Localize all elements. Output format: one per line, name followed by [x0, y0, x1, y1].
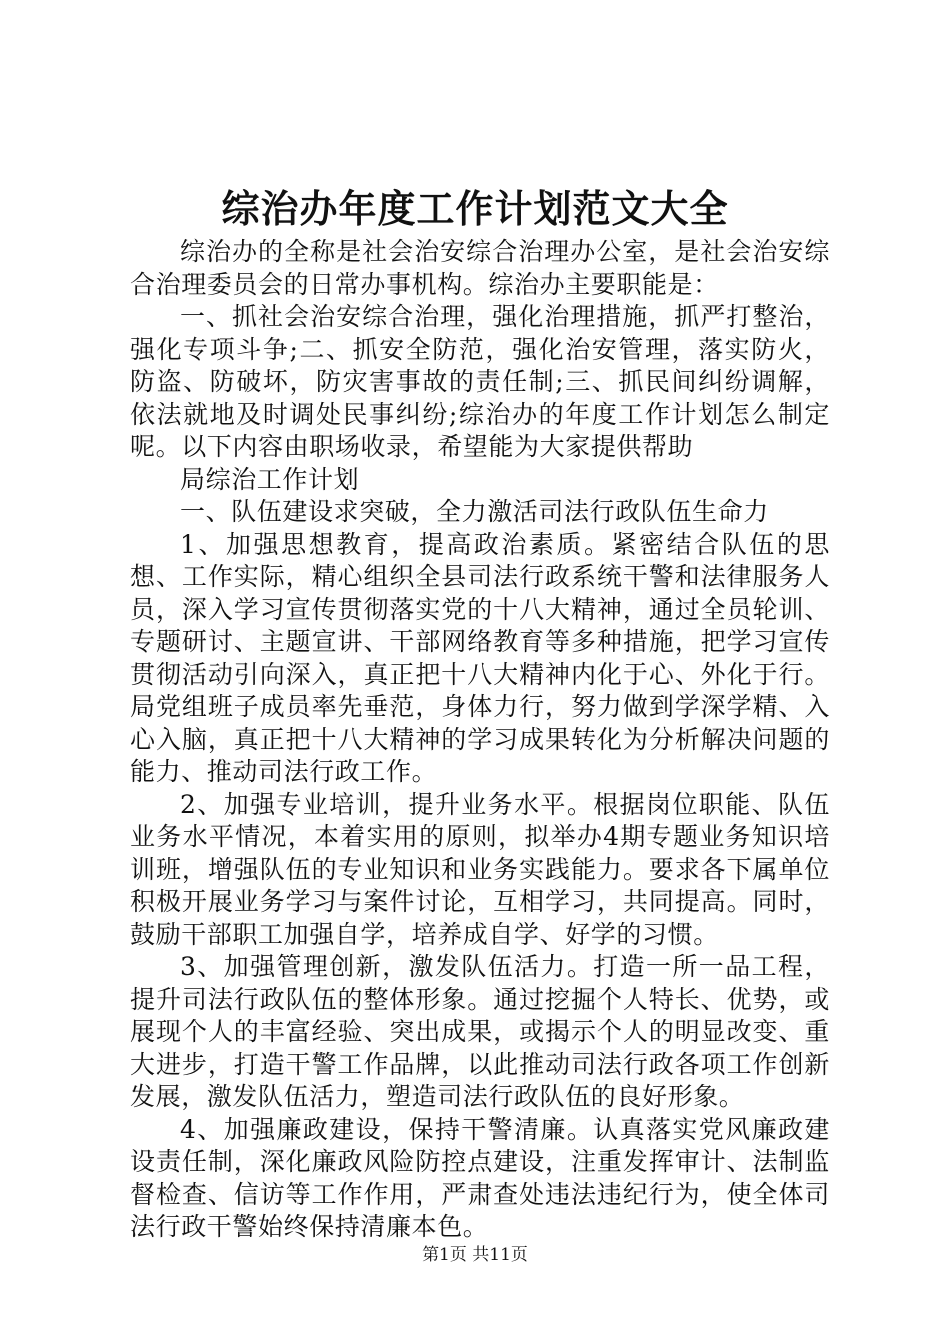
page-number-footer: 第1页 共11页 — [422, 1245, 528, 1265]
paragraph-item-4: 4、加强廉政建设，保持干警清廉。认真落实党风廉政建设责任制，深化廉政风险防控点建设，注重发挥审计、法制监督检查、信访等工作作用，严肃查处违法违纪行为，使全体司法行政干警始终保持清廉本色。 — [130, 1114, 830, 1241]
paragraph-duties: 一、抓社会治安综合治理，强化治理措施，抓严打整治，强化专项斗争;二、抓安全防范，强化治安管理，落实防火，防盗、防破坏，防灾害事故的责任制;三、抓民间纠纷调解，依法就地及时调处民事纠纷;综治办的年度工作计划怎么制定呢。以下内容由职场收录，希望能为大家提供帮助 — [130, 302, 830, 461]
document-title: 综治办年度工作计划范文大全 — [221, 186, 729, 231]
paragraph-part-one-heading: 一、队伍建设求突破，全力激活司法行政队伍生命力 — [180, 497, 769, 526]
document-body — [130, 236, 830, 1244]
paragraph-item-3: 3、加强管理创新，激发队伍活力。打造一所一品工程，提升司法行政队伍的整体形象。通过挖掘个人特长、优势，或展现个人的丰富经验、突出成果，或揭示个人的明显改变、重大进步，打造干警工作品牌，以此推动司法行政各项工作创新发展，激发队伍活力，塑造司法行政队伍的良好形象。 — [130, 952, 830, 1111]
paragraph-section-heading: 局综治工作计划 — [180, 464, 360, 494]
paragraph-item-1: 1、加强思想教育，提高政治素质。紧密结合队伍的思想、工作实际，精心组织全县司法行政系统干警和法律服务人员，深入学习宣传贯彻落实党的十八大精神，通过全员轮训、专题研讨、主题宣讲、干部网络教育等多种措施，把学习宣传贯彻活动引向深入，真正把十八大精神内化于心、外化于行。局党组班子成员率先垂范，身体力行，努力做到学深学精、入心入脑，真正把十八大精神的学习成果转化为分析解决问题的能力、推动司法行政工作。 — [130, 529, 830, 786]
paragraph-intro: 综治办的全称是社会治安综合治理办公室，是社会治安综合治理委员会的日常办事机构。综治办主要职能是： — [130, 237, 830, 299]
paragraph-item-2: 2、加强专业培训，提升业务水平。根据岗位职能、队伍业务水平情况，本着实用的原则，拟举办4期专题业务知识培训班，增强队伍的专业知识和业务实践能力。要求各下属单位积极开展业务学习与案件讨论，互相学习，共同提高。同时，鼓励干部职工加强自学，培养成自学、好学的习惯。 — [130, 789, 830, 949]
